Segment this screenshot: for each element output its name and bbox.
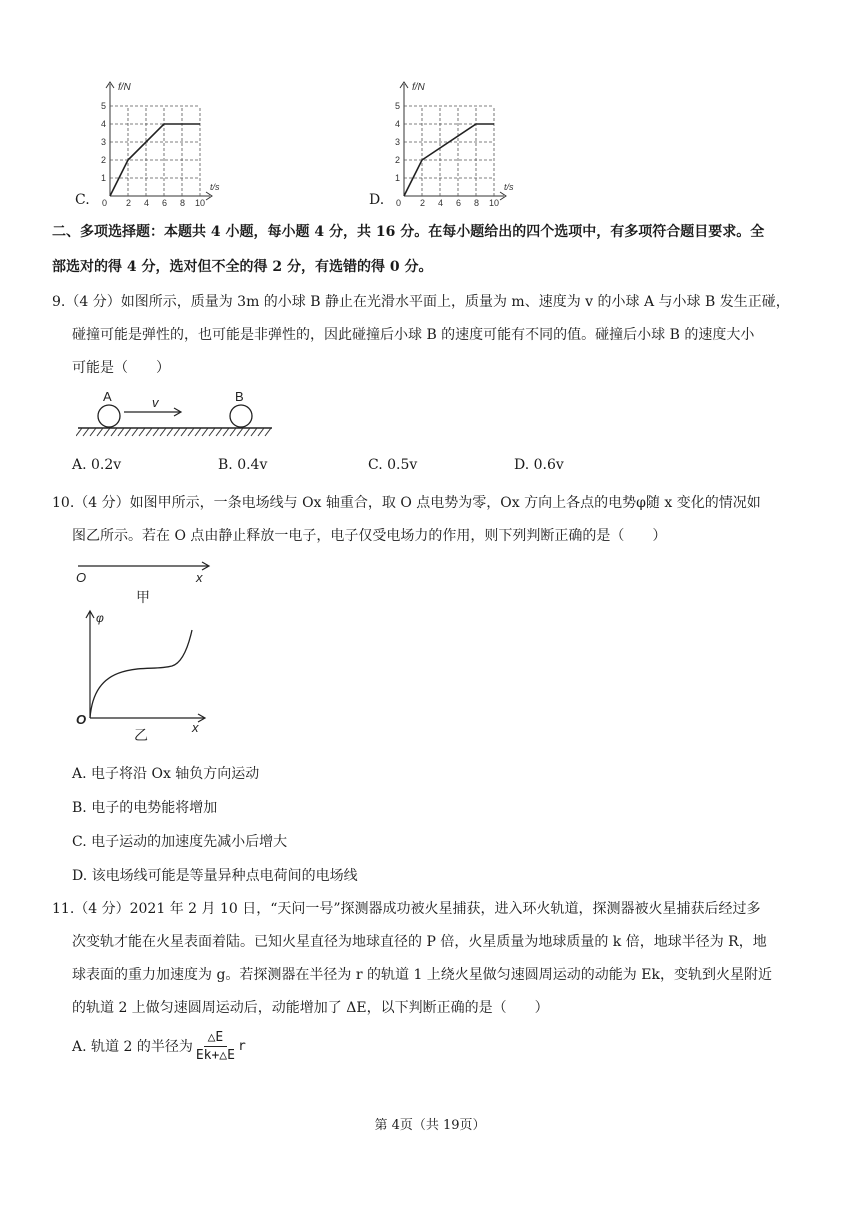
y-tick-label: 3 [101, 137, 107, 147]
ground-hatch [216, 428, 222, 436]
ground-hatch [167, 428, 173, 436]
x-tick-label: 6 [162, 198, 168, 208]
jia-caption: 甲 [136, 589, 150, 605]
q11-line3: 球表面的重力加速度为 g。若探测器在半径为 r 的轨道 1 上绕火星做匀速圆周运动的动能为 Ek，变轨到火星附近 [72, 967, 772, 983]
ground-hatch [111, 428, 117, 436]
ground-hatch [181, 428, 187, 436]
ground-hatch [174, 428, 180, 436]
q9-line1: 9.（4 分）如图所示，质量为 3m 的小球 B 静止在光滑水平面上，质量为 m、速度为 v 的小球 A 与小球 B 发生正碰， [52, 294, 790, 310]
ground-hatch [258, 428, 264, 436]
fraction-numerator: △E [204, 1029, 228, 1047]
yi-x-label: x [192, 720, 199, 735]
ground-hatch [188, 428, 194, 436]
y-tick-label: 4 [101, 119, 107, 129]
ground-hatch [97, 428, 103, 436]
section2-heading-line2: 部选对的得 4 分，选对但不全的得 2 分，有选错的得 0 分。 [52, 259, 433, 275]
y-tick-label: 2 [395, 155, 401, 165]
y-tick-label: 5 [101, 101, 107, 111]
ground-hatch [118, 428, 124, 436]
y-tick-label: 4 [395, 119, 401, 129]
ground-hatch [83, 428, 89, 436]
x-tick-label: 10 [489, 198, 500, 208]
ground-hatch [237, 428, 243, 436]
x-tick-label: 8 [180, 198, 186, 208]
graph-d-origin: 0 [396, 198, 402, 208]
q10-option-b: B. 电子的电势能将增加 [72, 800, 218, 816]
velocity-label: v [152, 395, 159, 410]
graph-c [62, 78, 222, 208]
q11-line4: 的轨道 2 上做匀速圆周运动后，动能增加了 ΔE，以下判断正确的是（ ） [72, 1000, 549, 1016]
jia-axis-label: x [196, 570, 203, 585]
ball-b-label: B [235, 389, 244, 404]
yi-origin: O [76, 712, 87, 727]
ground-hatch [160, 428, 166, 436]
x-tick-label: 6 [456, 198, 462, 208]
q11-option-a-prefix: A. 轨道 2 的半径为 [72, 1039, 193, 1055]
x-tick-label: 2 [420, 198, 426, 208]
q10-option-c: C. 电子运动的加速度先减小后增大 [72, 834, 288, 850]
q9-option-d: D. 0.6v [514, 457, 564, 473]
graph-c-y-label: f/N [118, 82, 131, 93]
graph-d-option-label: D. [369, 192, 385, 208]
ground-hatch [153, 428, 159, 436]
ground-hatch [230, 428, 236, 436]
q11-line1: 11.（4 分）2021 年 2 月 10 日，“天问一号”探测器成功被火星捕获，进入环火轨道，探测器被火星捕获后经过多 [52, 901, 761, 917]
ball-a-label: A [103, 389, 112, 404]
x-tick-label: 10 [195, 198, 206, 208]
graph-c-x-label: t/s [210, 182, 220, 192]
graph-d [356, 78, 516, 208]
ball-b [230, 405, 252, 427]
x-tick-label: 2 [126, 198, 132, 208]
q11-option-a-suffix: r [237, 1038, 246, 1054]
page-footer: 第 4页（共 19页） [374, 1118, 486, 1133]
ground-hatch [125, 428, 131, 436]
ground-hatch [146, 428, 152, 436]
y-tick-label: 5 [395, 101, 401, 111]
q9-line2: 碰撞可能是弹性的，也可能是非弹性的，因此碰撞后小球 B 的速度可能有不同的值。碰撞后小球 B 的速度大小 [72, 327, 755, 343]
ball-a [98, 405, 120, 427]
ground-hatch [244, 428, 250, 436]
q10-line2: 图乙所示。若在 O 点由静止释放一电子，电子仅受电场力的作用，则下列判断正确的是（ ） [72, 528, 667, 544]
jia-origin: O [76, 570, 87, 585]
q9-option-b: B. 0.4v [218, 457, 268, 473]
section2-heading-line1: 二、多项选择题：本题共 4 小题，每小题 4 分，共 16 分。在每小题给出的四个选项中，有多项符合题目要求。全 [52, 224, 765, 240]
yi-caption: 乙 [134, 727, 148, 743]
graph-d-x-label: t/s [504, 182, 514, 192]
ground-hatch [195, 428, 201, 436]
ground-hatch [90, 428, 96, 436]
q9-option-c: C. 0.5v [368, 457, 418, 473]
y-tick-label: 3 [395, 137, 401, 147]
q10-figure-jia [72, 558, 222, 608]
ground-hatch [223, 428, 229, 436]
q10-option-d: D. 该电场线可能是等量异种点电荷间的电场线 [72, 868, 358, 884]
y-tick-label: 1 [101, 173, 107, 183]
yi-y-label: φ [96, 611, 104, 625]
phi-curve [90, 630, 192, 718]
q10-line1: 10.（4 分）如图甲所示，一条电场线与 Ox 轴重合，取 O 点电势为零，Ox 方向上各点的电势φ随 x 变化的情况如 [52, 495, 761, 511]
ground-hatch [209, 428, 215, 436]
q11-option-a [72, 1024, 246, 1068]
ground-hatch [202, 428, 208, 436]
graph-c-origin: 0 [102, 198, 108, 208]
q10-option-a: A. 电子将沿 Ox 轴负方向运动 [72, 766, 260, 782]
graph-c-option-label: C. [75, 192, 90, 208]
y-tick-label: 2 [101, 155, 107, 165]
x-tick-label: 8 [474, 198, 480, 208]
y-tick-label: 1 [395, 173, 401, 183]
q9-option-a: A. 0.2v [72, 457, 122, 473]
q9-line3: 可能是（ ） [72, 360, 170, 376]
q10-figure-yi [72, 608, 222, 748]
x-tick-label: 4 [144, 198, 150, 208]
q11-line2: 次变轨才能在火星表面着陆。已知火星直径为地球直径的 P 倍，火星质量为地球质量的 k 倍，地球半径为 R，地 [72, 934, 767, 950]
fraction [196, 1029, 235, 1064]
fraction-denominator: Ek+△E [195, 1047, 235, 1063]
ground-hatch [139, 428, 145, 436]
ground-hatch [251, 428, 257, 436]
graph-d-y-label: f/N [412, 82, 425, 93]
q9-figure [76, 386, 276, 438]
ground-hatch [104, 428, 110, 436]
ground-hatch [132, 428, 138, 436]
ground-hatch [265, 428, 271, 436]
x-tick-label: 4 [438, 198, 444, 208]
ground-hatch [76, 428, 82, 436]
